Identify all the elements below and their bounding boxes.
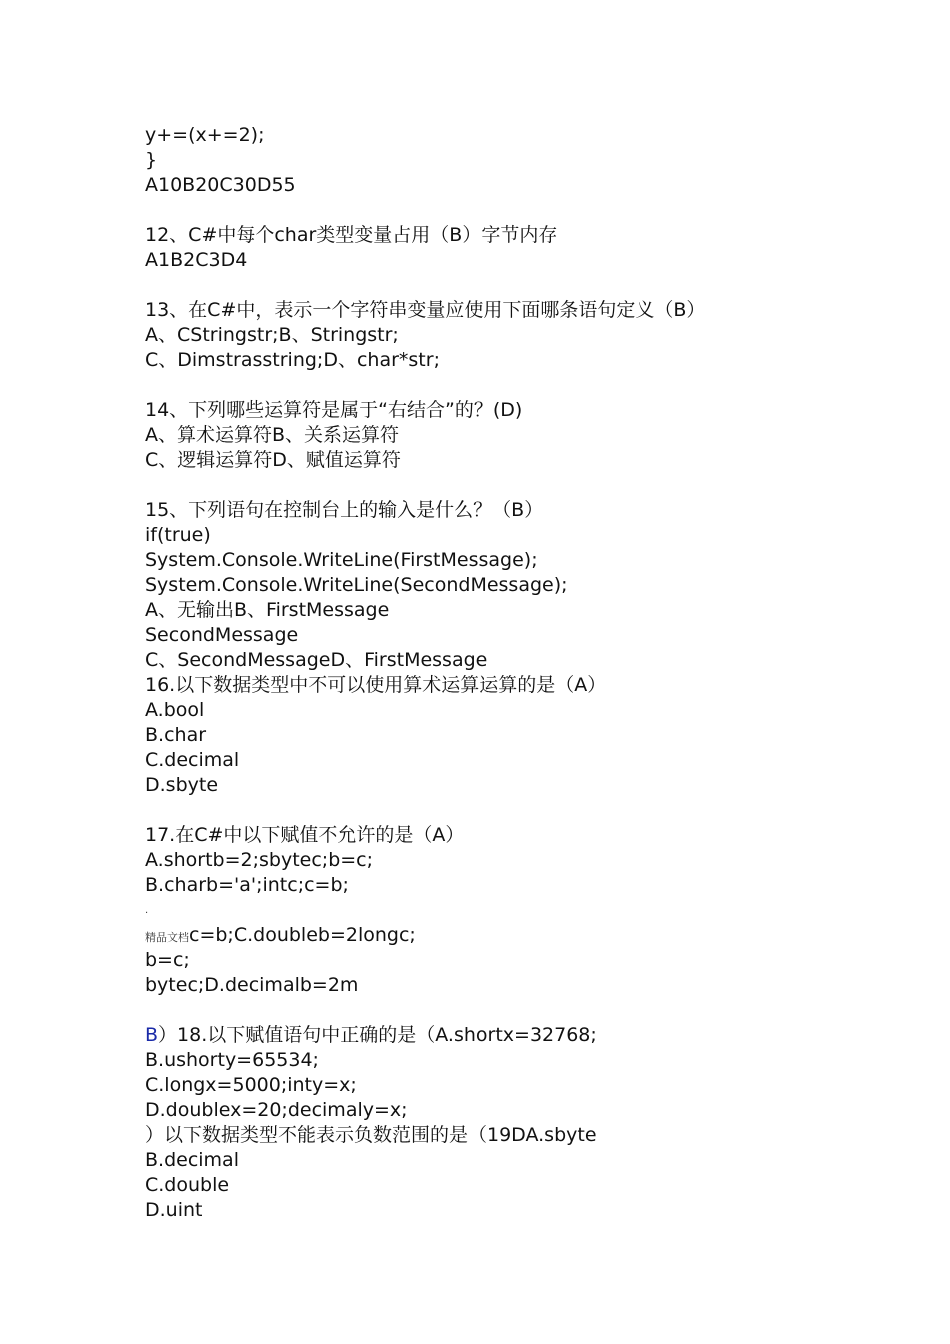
question-18-option-b: B.ushorty=65534; xyxy=(145,1049,319,1071)
question-15-options-ab: A、无输出B、FirstMessage xyxy=(145,599,390,621)
spacer xyxy=(145,273,905,298)
spacer xyxy=(145,798,905,823)
question-15-options-b-cont: SecondMessage xyxy=(145,624,299,646)
question-16-option-a: A.bool xyxy=(145,699,205,721)
question-17-option-b: B.charb='a';intc;c=b; xyxy=(145,874,349,896)
spacer xyxy=(145,473,905,498)
question-13: 13、在C#中，表示一个字符串变量应使用下面哪条语句定义（B） xyxy=(145,299,706,321)
question-14-options-cd: C、逻辑运算符D、赋值运算符 xyxy=(145,449,401,471)
question-15-options-cd: C、SecondMessageD、FirstMessage xyxy=(145,649,488,671)
document-body xyxy=(145,123,905,1223)
question-18-answer-prefix: B xyxy=(145,1024,159,1046)
code-line: System.Console.WriteLine(SecondMessage); xyxy=(145,574,568,596)
question-16-option-d: D.sbyte xyxy=(145,774,219,796)
spacer xyxy=(145,198,905,223)
question-19-option-c: C.double xyxy=(145,1174,230,1196)
question-17-option-a: A.shortb=2;sbytec;b=c; xyxy=(145,849,374,871)
question-13-options-cd: C、Dimstrasstring;D、char*str; xyxy=(145,349,440,371)
question-17-option-c xyxy=(145,923,905,948)
question-17-option-c-cont: b=c; xyxy=(145,949,190,971)
question-16-option-b: B.char xyxy=(145,724,207,746)
spacer xyxy=(145,373,905,398)
question-13-options-ab: A、CStringstr;B、Stringstr; xyxy=(145,324,399,346)
question-18-option-c: C.longx=5000;inty=x; xyxy=(145,1074,357,1096)
question-16: 16.以下数据类型中不可以使用算术运算运算的是（A） xyxy=(145,674,607,696)
question-12: 12、C#中每个char类型变量占用（B）字节内存 xyxy=(145,224,558,246)
question-12-options: A1B2C3D4 xyxy=(145,249,248,271)
question-17-option-c-text: c=b;C.doubleb=2longc; xyxy=(189,924,416,946)
question-18-text: ）18.以下赋值语句中正确的是（A.shortx=32768; xyxy=(158,1024,597,1046)
question-19-option-b: B.decimal xyxy=(145,1149,239,1171)
code-line: } xyxy=(145,149,158,171)
question-16-option-c: C.decimal xyxy=(145,749,240,771)
question-17: 17.在C#中以下赋值不允许的是（A） xyxy=(145,824,465,846)
question-14-options-ab: A、算术运算符B、关系运算符 xyxy=(145,424,400,446)
code-line: System.Console.WriteLine(FirstMessage); xyxy=(145,549,538,571)
watermark-label: 精品文档 xyxy=(145,931,189,944)
question-17-option-d: bytec;D.decimalb=2m xyxy=(145,974,359,996)
code-line: y+=(x+=2); xyxy=(145,124,265,146)
question-19-option-d: D.uint xyxy=(145,1199,203,1221)
question-15: 15、下列语句在控制台上的输入是什么？（B） xyxy=(145,499,544,521)
question-18 xyxy=(145,1023,905,1048)
page-break-dot: . xyxy=(145,905,149,916)
answer-options: A10B20C30D55 xyxy=(145,174,296,196)
spacer xyxy=(145,998,905,1023)
question-14: 14、下列哪些运算符是属于“右结合”的？(D) xyxy=(145,399,523,421)
question-18-option-d: D.doublex=20;decimaly=x; xyxy=(145,1099,408,1121)
question-19: ）以下数据类型不能表示负数范围的是（19DA.sbyte xyxy=(145,1124,597,1146)
code-line: if(true) xyxy=(145,524,211,546)
